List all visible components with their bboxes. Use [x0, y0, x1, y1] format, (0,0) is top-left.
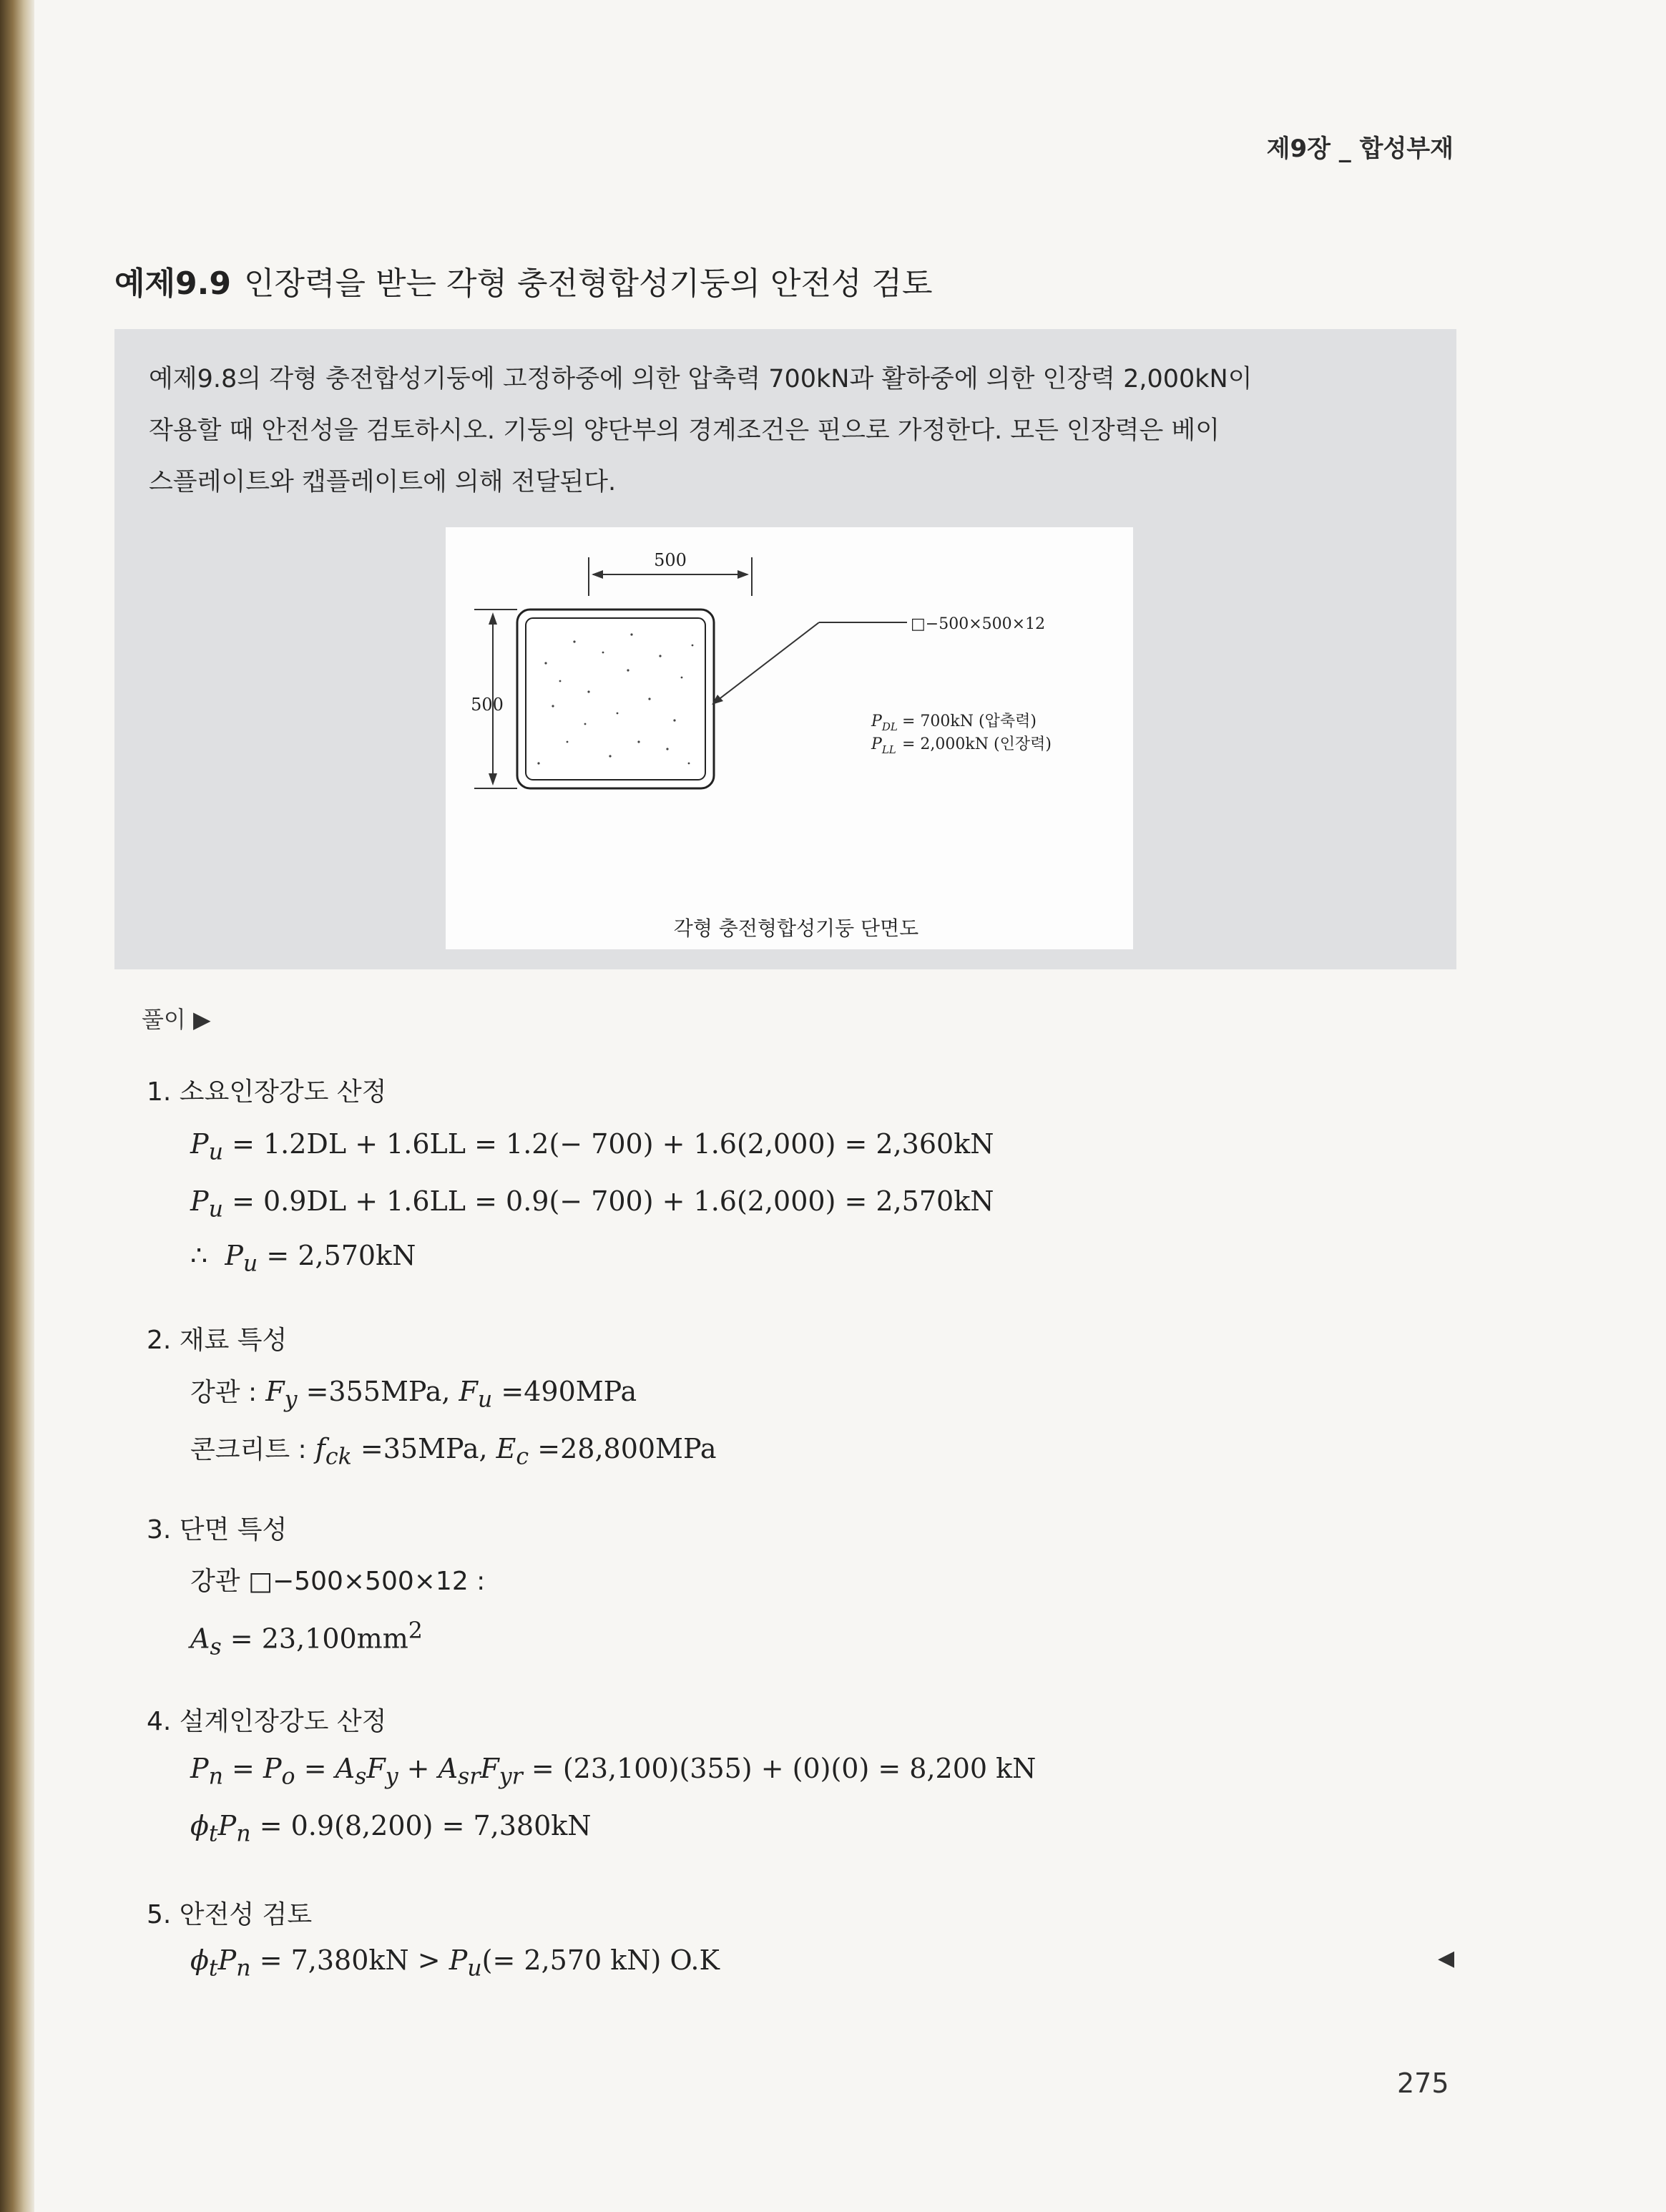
section-figure	[446, 527, 1133, 949]
example-title	[114, 258, 932, 303]
example-number: 예제9.9	[114, 265, 231, 302]
step-1-eq-1: $P_u = 1.2DL + 1.6LL = 1.2(- 700) + 1.6(2,000) = 2,360kN$	[190, 1128, 994, 1165]
problem-box	[114, 329, 1456, 969]
step-4-heading: 4. 설계인장강도 산정	[147, 1707, 387, 1736]
step-2-steel: 강관 : $F_y =355MPa$, $F_u =490MPa$	[190, 1376, 637, 1413]
step-3-section: 강관 □−500×500×12 :	[190, 1567, 486, 1596]
svg-text:PLL: $P_{LL}$	[871, 735, 896, 756]
steel-tube-inner	[526, 618, 705, 780]
book-spine	[0, 0, 34, 2212]
step-1-eq-3: ∴ $P_u = 2,570kN$	[190, 1240, 416, 1277]
section-size-label: □−500×500×12	[911, 615, 1046, 633]
problem-statement	[149, 353, 1436, 508]
svg-text:PDL: $P_{DL}$	[871, 713, 898, 733]
running-header: 제9장 _ 합성부재	[1266, 134, 1454, 163]
step-1-heading: 1. 소요인장강도 산정	[147, 1077, 387, 1107]
solution-label: 풀이 ▶	[142, 1006, 211, 1033]
step-4-eq-1: $P_n = P_o = A_sF_y + A_{sr}F_{yr} = (23,100)(355) + (0)(0) = 8,200$ kN	[190, 1753, 1037, 1790]
example-heading: 인장력을 받는 각형 충전형합성기둥의 안전성 검토	[243, 265, 933, 302]
page-number: 275	[1397, 2067, 1449, 2099]
end-marker-icon: ◀	[1438, 1946, 1455, 1971]
pll-label: = 2,000kN (인장력)	[902, 735, 1052, 753]
leader-line	[715, 622, 819, 703]
book-page	[34, 0, 1666, 2212]
step-5-check: $\phi_tP_n = 7,380kN > P_u(= 2,570$ kN) O.K	[190, 1944, 720, 1982]
step-2-heading: 2. 재료 특성	[147, 1326, 288, 1355]
problem-line-1: 예제9.8의 각형 충전합성기둥에 고정하중에 의한 압축력 700kN과 활하중에 의한 인장력 2,000kN이	[149, 365, 1253, 393]
problem-line-3: 스플레이트와 캡플레이트에 의해 전달된다.	[149, 468, 617, 496]
pdl-label: = 700kN (압축력)	[902, 713, 1037, 730]
step-5-heading: 5. 안전성 검토	[147, 1900, 313, 1929]
left-dimension-label: 500	[471, 695, 504, 715]
step-4-eq-2: $\phi_tP_n = 0.9(8,200) = 7,380kN$	[190, 1810, 592, 1847]
step-1-eq-2: $P_u = 0.9DL + 1.6LL = 0.9(- 700) + 1.6(2,000) = 2,570kN$	[190, 1185, 994, 1223]
step-3-heading: 3. 단면 특성	[147, 1515, 288, 1545]
section-drawing	[446, 527, 1133, 949]
step-2-concrete: 콘크리트 : $f_{ck} =35MPa$, $E_c =28,800MPa$	[190, 1433, 717, 1470]
figure-caption: 각형 충전형합성기둥 단면도	[673, 916, 919, 940]
problem-line-2: 작용할 때 안전성을 검토하시오. 기둥의 양단부의 경계조건은 핀으로 가정한다. 모든 인장력은 베이	[149, 416, 1220, 445]
top-dimension-label: 500	[654, 550, 687, 570]
step-3-area: $A_s = 23,100mm^2$	[190, 1618, 423, 1660]
